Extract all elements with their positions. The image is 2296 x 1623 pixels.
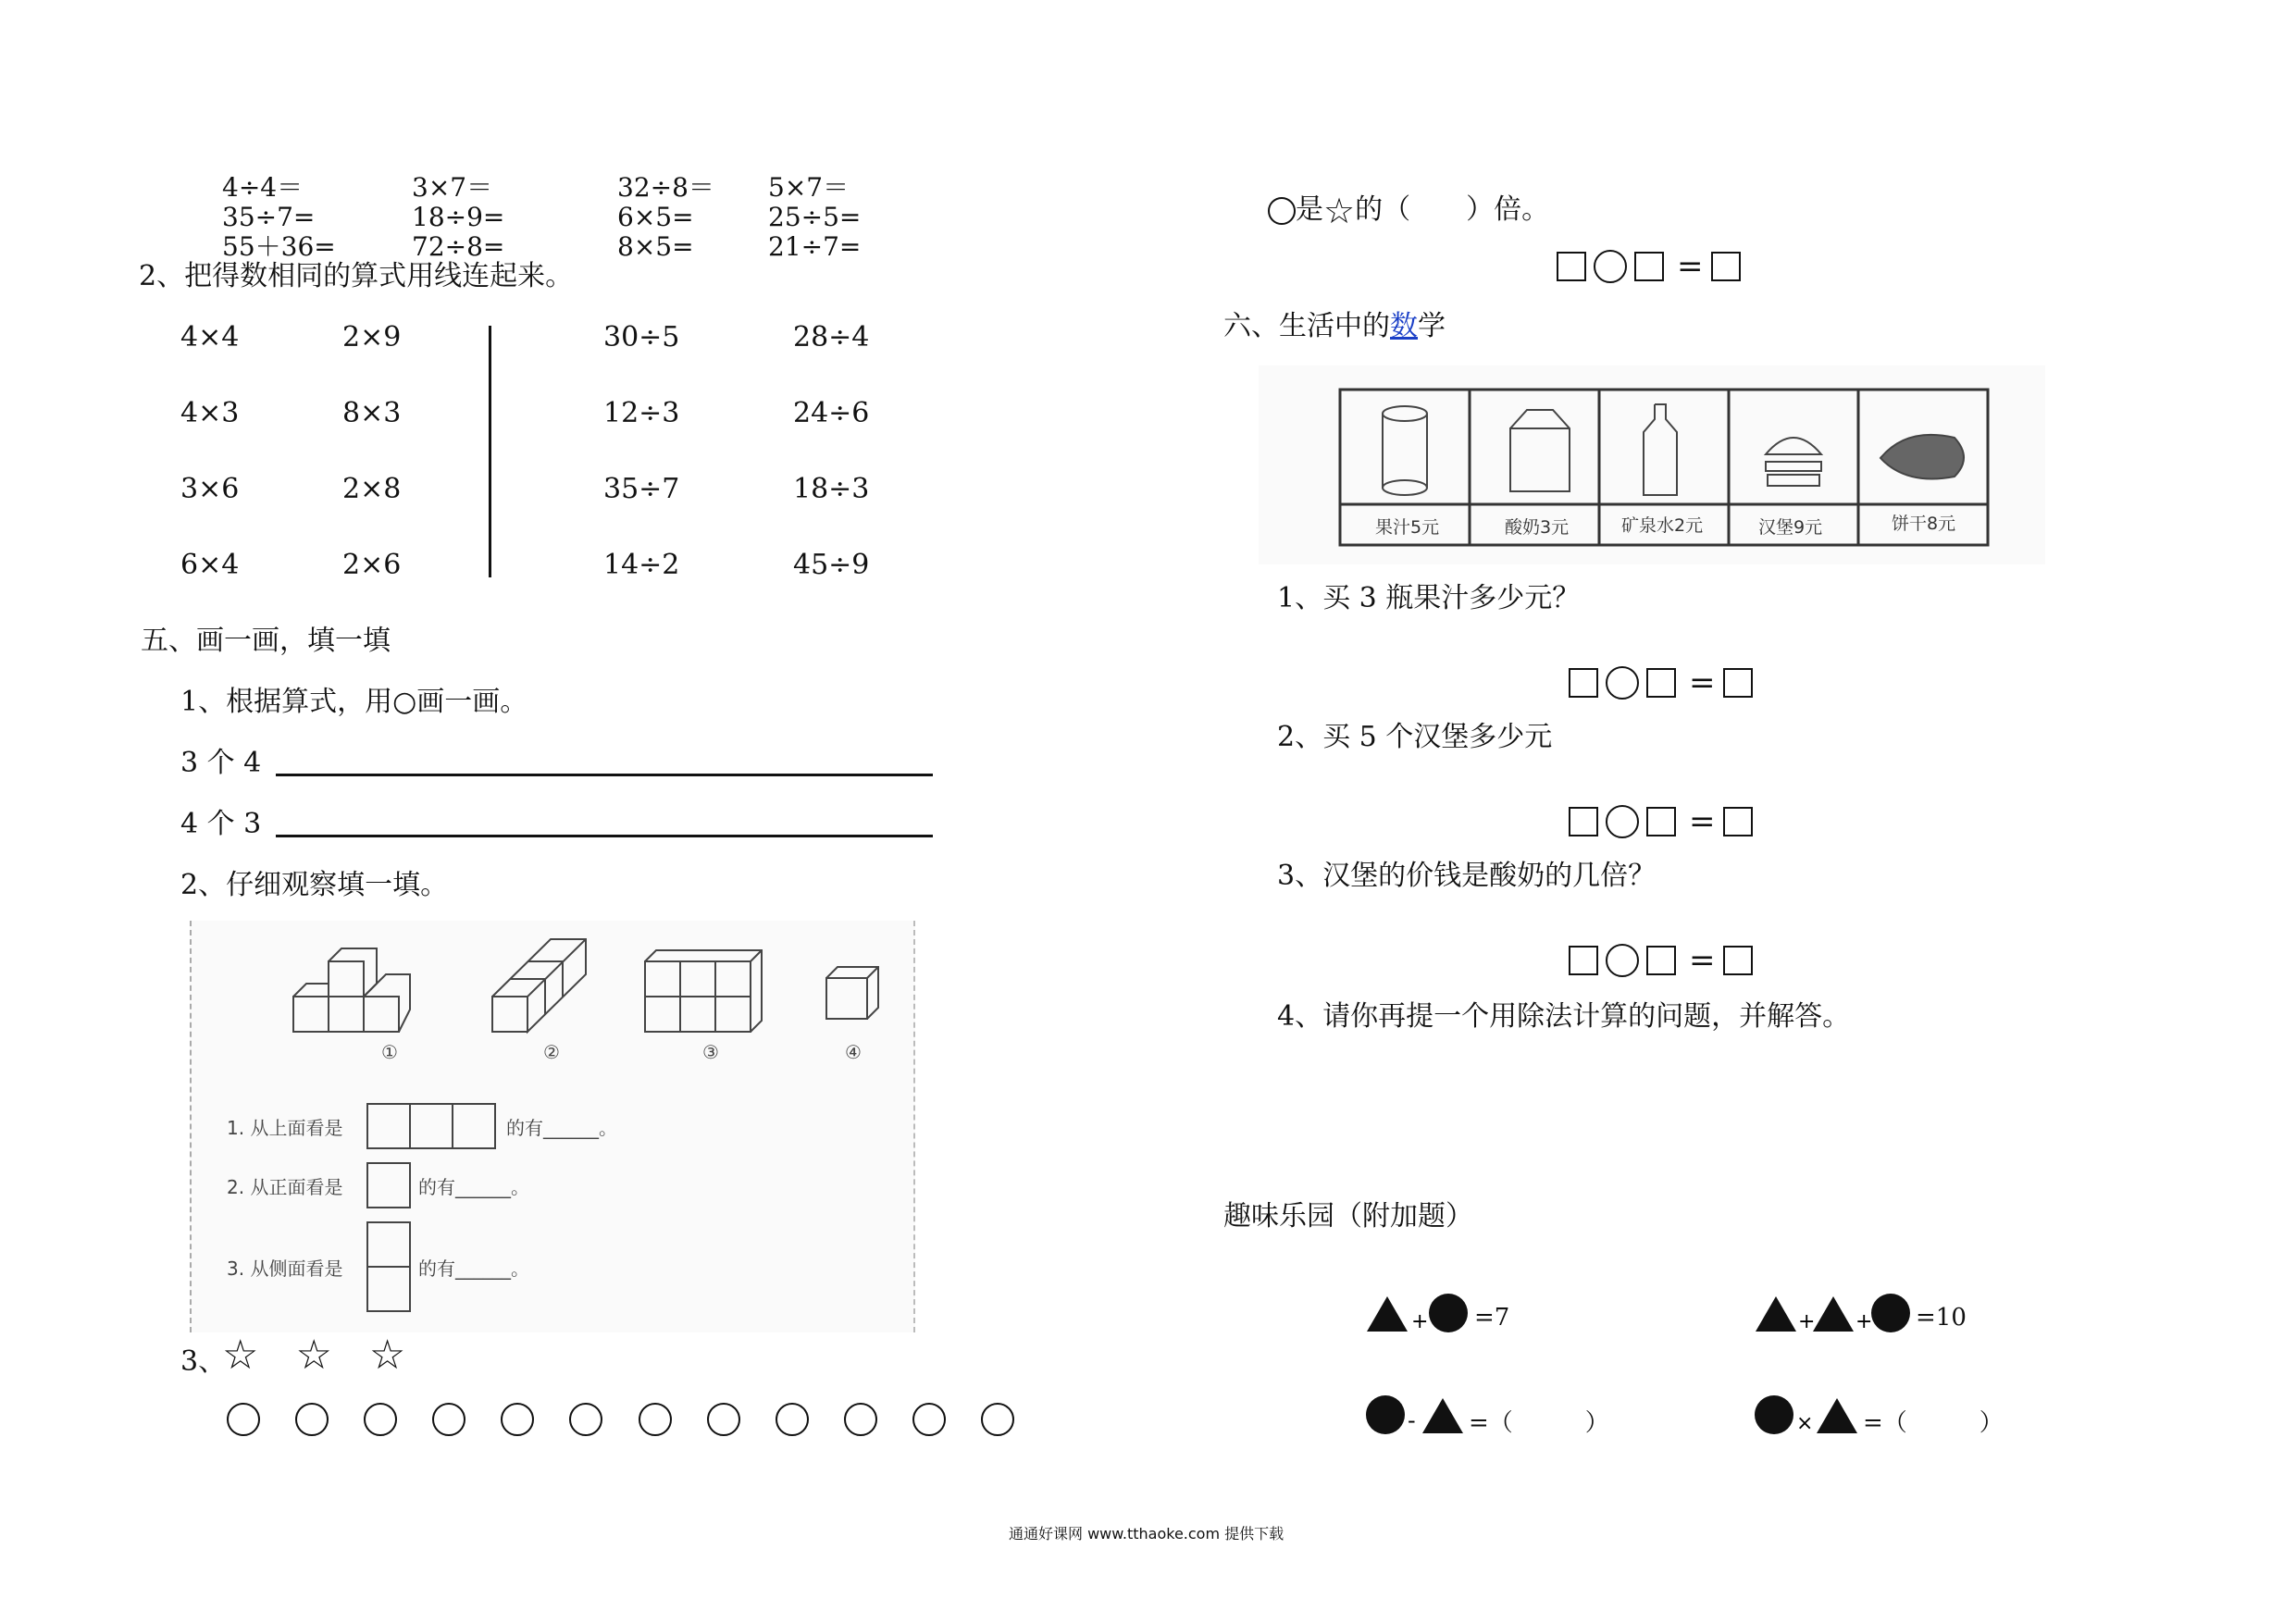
math-cell: 21÷7= [768, 231, 862, 262]
fig-q1-suffix[interactable]: 的有______。 [506, 1117, 617, 1139]
circle-icon [569, 1403, 602, 1436]
equation-boxes [1569, 942, 1760, 979]
svg-text:+: + [1798, 1310, 1816, 1333]
fun-eq-1 [1365, 1291, 1541, 1341]
equation-boxes [1557, 248, 1748, 285]
expr[interactable]: 2×8 [342, 473, 402, 505]
cube-figure [190, 921, 915, 1332]
expr[interactable]: 2×9 [342, 321, 402, 353]
circle-row [227, 1403, 1045, 1436]
equals-sign: = [1689, 664, 1716, 701]
equals-sign: = [1677, 248, 1704, 285]
star-icon: ☆ [1323, 191, 1356, 231]
fig-q3: 3. 从侧面看是 [227, 1258, 343, 1280]
fun-eq-2-value: =10 [1916, 1304, 1967, 1332]
fun-title: 趣味乐园（附加题） [1223, 1200, 1473, 1233]
answer-box[interactable] [1569, 946, 1598, 975]
math-cell: 8×5= [617, 231, 694, 262]
circle-icon [295, 1403, 329, 1436]
fun-eq-3 [1365, 1393, 1609, 1443]
expr[interactable]: 30÷5 [603, 321, 680, 353]
equals-sign: = [1689, 942, 1716, 979]
expr[interactable]: 18÷3 [793, 473, 870, 505]
circle-icon [501, 1403, 534, 1436]
fun-eq-2 [1754, 1291, 1967, 1341]
expr[interactable]: 28÷4 [793, 321, 870, 353]
math-cell: 5×7＝ [768, 172, 850, 203]
text: 学 [1418, 310, 1446, 342]
expr[interactable]: 35÷7 [603, 473, 680, 505]
circle-icon [639, 1403, 672, 1436]
star-row [222, 1332, 405, 1379]
star-icon: ☆ [222, 1332, 259, 1379]
price-item: 矿泉水2元 [1621, 515, 1704, 536]
equation-boxes [1569, 803, 1760, 840]
fun-eq-4-blank[interactable]: =（ ） [1863, 1409, 2004, 1437]
answer-box[interactable] [1711, 252, 1741, 281]
equals-sign: = [1689, 803, 1716, 840]
star-icon: ☆ [368, 1332, 406, 1379]
circle-icon [776, 1403, 809, 1436]
q2-title: 2、把得数相同的算式用线连起来。 [139, 260, 574, 292]
answer-line[interactable] [276, 774, 933, 776]
fun-eq-4 [1754, 1393, 2004, 1443]
svg-text:+: + [1411, 1310, 1429, 1333]
answer-box[interactable] [1723, 668, 1753, 698]
math-cell: 25÷5= [768, 202, 862, 232]
star-icon: ☆ [295, 1332, 332, 1379]
expr[interactable]: 45÷9 [793, 549, 870, 581]
fig-q3-suffix[interactable]: 的有______。 [418, 1258, 529, 1280]
link[interactable]: 数 [1390, 310, 1418, 342]
sec6-q2: 2、买 5 个汉堡多少元 [1277, 721, 1553, 753]
math-cell: 4÷4＝ [222, 172, 304, 203]
circle-icon [364, 1403, 397, 1436]
price-item: 汉堡9元 [1758, 517, 1823, 538]
divider [489, 326, 491, 577]
sec6-q3: 3、汉堡的价钱是酸奶的几倍？ [1277, 860, 1657, 892]
answer-line[interactable] [276, 835, 933, 837]
sec5-q1-a: 3 个 4 [180, 747, 262, 779]
operator-circle[interactable] [1606, 944, 1639, 977]
fun-eq-3-blank[interactable]: =（ ） [1469, 1409, 1609, 1437]
price-table [1259, 365, 2045, 564]
fig-q1: 1. 从上面看是 [227, 1117, 343, 1139]
sec5-q3-label: 3、 [180, 1345, 227, 1378]
fun-eq-1-value: =7 [1474, 1304, 1510, 1332]
answer-box[interactable] [1723, 807, 1753, 836]
circle-triangle-icons [1754, 1393, 1874, 1439]
svg-text:-: - [1408, 1407, 1416, 1433]
circle-icon [227, 1403, 260, 1436]
section-5-title: 五、画一画，填一填 [141, 625, 391, 657]
text: 是 [1296, 193, 1323, 226]
answer-box[interactable] [1723, 946, 1753, 975]
operator-circle[interactable] [1606, 805, 1639, 838]
math-cell: 18÷9= [412, 202, 505, 232]
answer-box[interactable] [1557, 252, 1586, 281]
triangle-circle-icons [1365, 1291, 1541, 1337]
svg-text:+: + [1855, 1310, 1873, 1333]
footer: 通通好课网 www.tthaoke.com 提供下载 [1009, 1525, 1285, 1542]
fig-num: ④ [845, 1041, 862, 1063]
fig-q2-suffix[interactable]: 的有______。 [418, 1176, 529, 1198]
sec6-q1: 1、买 3 瓶果汁多少元？ [1277, 582, 1581, 614]
price-item: 饼干8元 [1892, 514, 1956, 534]
circle-icon [432, 1403, 465, 1436]
math-cell: 35÷7= [222, 202, 316, 232]
fig-num: ① [381, 1041, 398, 1063]
answer-box[interactable] [1569, 668, 1598, 698]
section-6-title [1223, 311, 1446, 342]
answer-box[interactable] [1634, 252, 1664, 281]
price-item: 酸奶3元 [1505, 517, 1570, 538]
math-cell: 3×7＝ [412, 172, 493, 203]
circle-icon [707, 1403, 740, 1436]
circle-icon [912, 1403, 946, 1436]
sec5-q2-title: 2、仔细观察填一填。 [180, 869, 449, 901]
answer-box[interactable] [1646, 807, 1676, 836]
circle-star-question [1268, 191, 1550, 231]
operator-circle[interactable] [1606, 666, 1639, 700]
sec6-q4: 4、请你再提一个用除法计算的问题，并解答。 [1277, 1000, 1851, 1033]
circle-icon [1268, 197, 1296, 225]
operator-circle[interactable] [1594, 250, 1627, 283]
fig-num: ② [543, 1041, 560, 1063]
math-cell: 32÷8＝ [617, 172, 714, 203]
math-cell: 55＋36= [222, 231, 336, 262]
expr[interactable]: 2×6 [342, 549, 402, 581]
answer-box[interactable] [1646, 946, 1676, 975]
expr[interactable]: 24÷6 [793, 397, 870, 429]
expr[interactable]: 6×4 [180, 549, 240, 581]
answer-box[interactable] [1646, 668, 1676, 698]
fig-q2: 2. 从正面看是 [227, 1176, 343, 1198]
sec5-q1-title: 1、根据算式，用○画一画。 [180, 686, 528, 718]
circle-icon [844, 1403, 877, 1436]
expr[interactable]: 4×3 [180, 397, 240, 429]
price-item: 果汁5元 [1375, 517, 1440, 538]
expr[interactable]: 14÷2 [603, 549, 680, 581]
circle-triangle-icons [1365, 1393, 1485, 1439]
fig-num: ③ [702, 1041, 719, 1063]
text: 六、生活中的 [1223, 310, 1390, 342]
math-cell: 72÷8= [412, 231, 505, 262]
expr[interactable]: 8×3 [342, 397, 402, 429]
sec5-q1-b: 4 个 3 [180, 808, 262, 840]
expr[interactable]: 12÷3 [603, 397, 680, 429]
svg-text:×: × [1796, 1412, 1814, 1435]
math-cell: 6×5= [617, 202, 694, 232]
expr[interactable]: 3×6 [180, 473, 240, 505]
circle-icon [981, 1403, 1014, 1436]
answer-box[interactable] [1569, 807, 1598, 836]
equation-boxes [1569, 664, 1760, 701]
text: 的（ ）倍。 [1355, 193, 1550, 226]
expr[interactable]: 4×4 [180, 321, 240, 353]
